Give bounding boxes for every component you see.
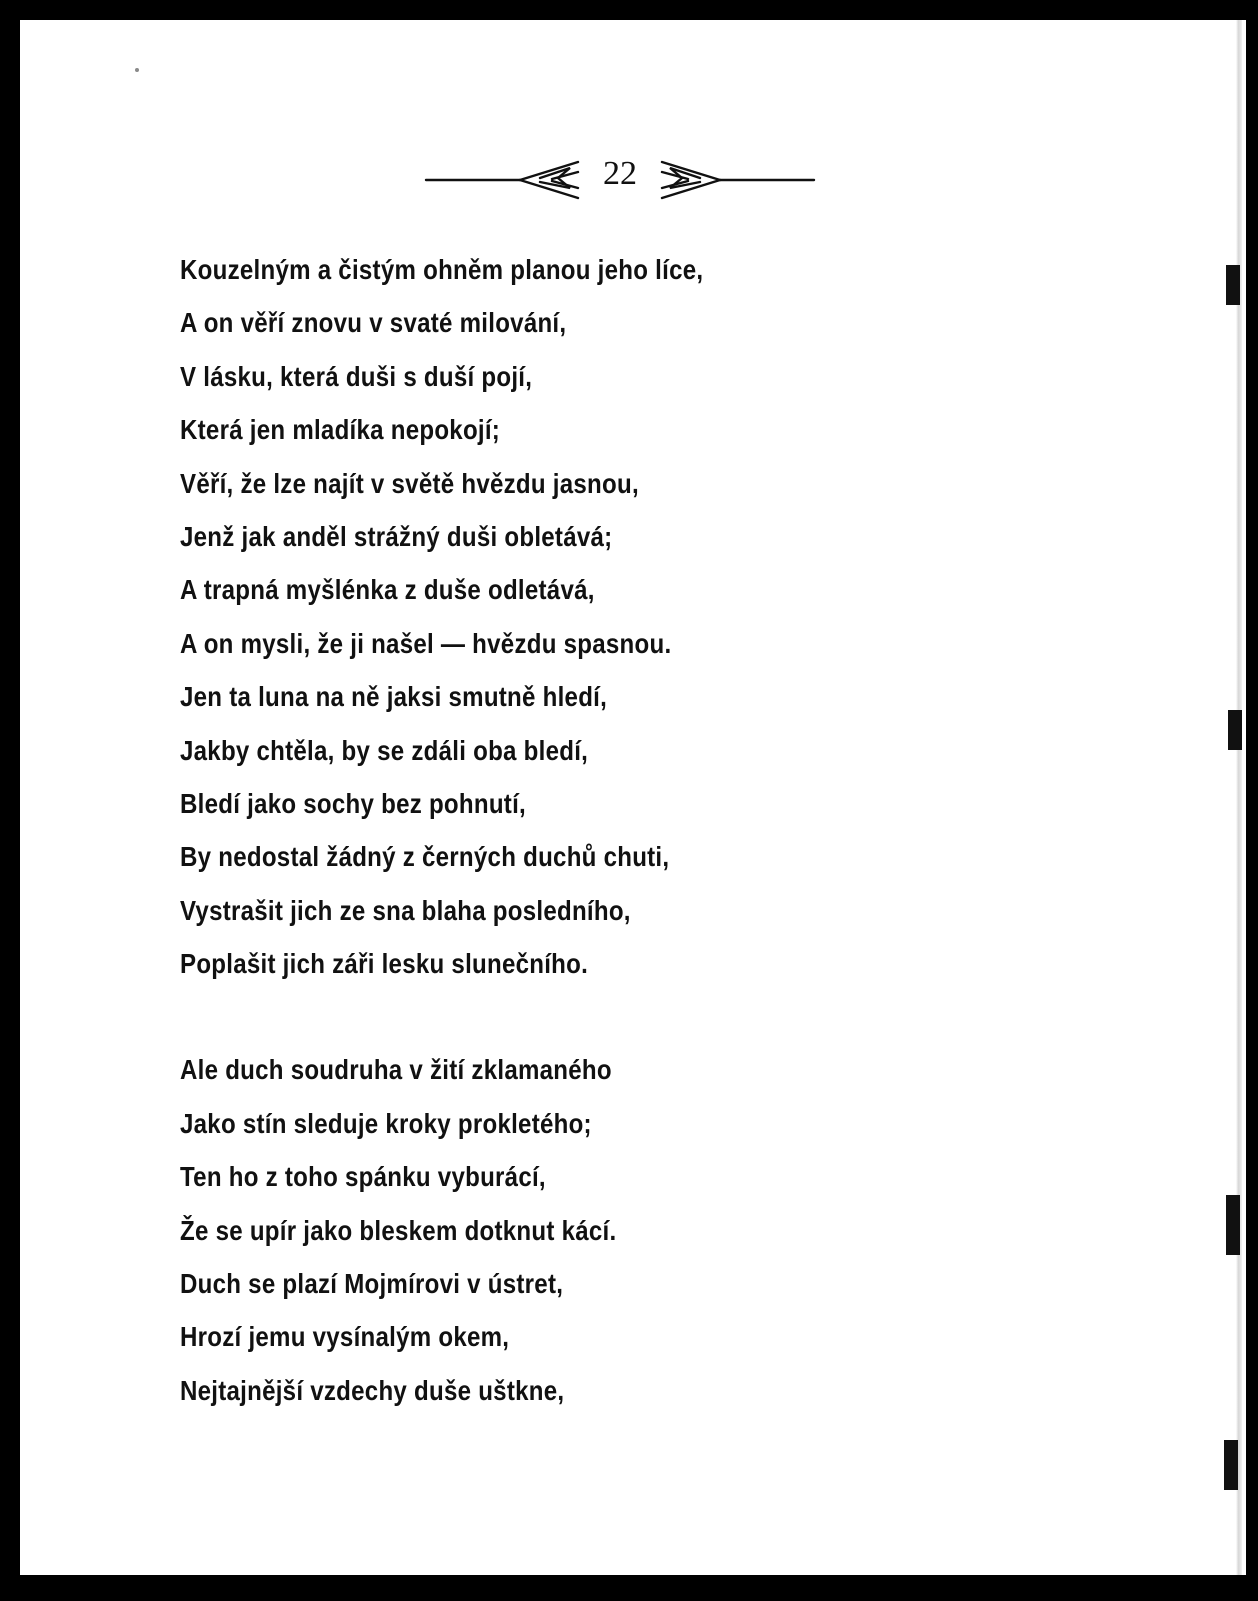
scan-border-left: [0, 0, 20, 1601]
poem-line: Věří, že lze najít v světě hvězdu jasnou,: [180, 467, 639, 499]
poem-line: V lásku, která duši s duší pojí,: [180, 360, 533, 392]
edge-mark: [1228, 710, 1242, 750]
poem-line: A on mysli, že ji našel — hvězdu spasnou.: [180, 627, 672, 659]
edge-mark: [1224, 1440, 1238, 1490]
scan-border-bottom: [0, 1575, 1258, 1601]
poem-line: Jakby chtěla, by se zdáli oba bledí,: [180, 734, 589, 766]
poem-line: By nedostal žádný z černých duchů chuti,: [180, 841, 670, 873]
poem-line: Poplašit jich záři lesku slunečního.: [180, 948, 589, 980]
stanza: [180, 1043, 1180, 1417]
poem-line: Hrozí jemu vysínalým okem,: [180, 1321, 510, 1353]
poem-line: Nejtajnější vzdechy duše uštkne,: [180, 1374, 565, 1406]
ornament-left-icon: [426, 162, 578, 198]
page-header: [420, 148, 820, 208]
poem-line: Bledí jako sochy bez pohnutí,: [180, 787, 526, 819]
page-number: 22: [603, 155, 637, 192]
scan-border-top: [0, 0, 1258, 20]
poem-line: Že se upír jako bleskem dotknut kácí.: [180, 1214, 617, 1246]
ornament-right-icon: [662, 162, 814, 198]
poem-line: Jako stín sleduje kroky prokletého;: [180, 1107, 592, 1139]
scan-border-right: [1246, 0, 1258, 1601]
page-edge-shadow: [1236, 20, 1242, 1575]
poem-line: Duch se plazí Mojmírovi v ústret,: [180, 1268, 564, 1300]
poem-line: Ten ho z toho spánku vyburácí,: [180, 1161, 546, 1193]
poem-line: Kouzelným a čistým ohněm planou jeho líce,: [180, 254, 704, 285]
poem-line: Vystrašit jich ze sna blaha posledního,: [180, 894, 631, 926]
poem-line: A on věří znovu v svaté milování,: [180, 307, 567, 339]
poem-line: A trapná myšlénka z duše odletává,: [180, 574, 595, 606]
poem-line: Jen ta luna na ně jaksi smutně hledí,: [180, 681, 608, 713]
dust-speck: [135, 68, 139, 72]
edge-mark: [1226, 265, 1240, 305]
poem-line: Která jen mladíka nepokojí;: [180, 414, 501, 446]
poem-text: [180, 243, 1180, 1417]
poem-line: Ale duch soudruha v žití zklamaného: [180, 1054, 612, 1086]
stanza: [180, 243, 1180, 990]
edge-mark: [1226, 1195, 1240, 1255]
poem-line: Jenž jak anděl strážný duši obletává;: [180, 520, 613, 552]
